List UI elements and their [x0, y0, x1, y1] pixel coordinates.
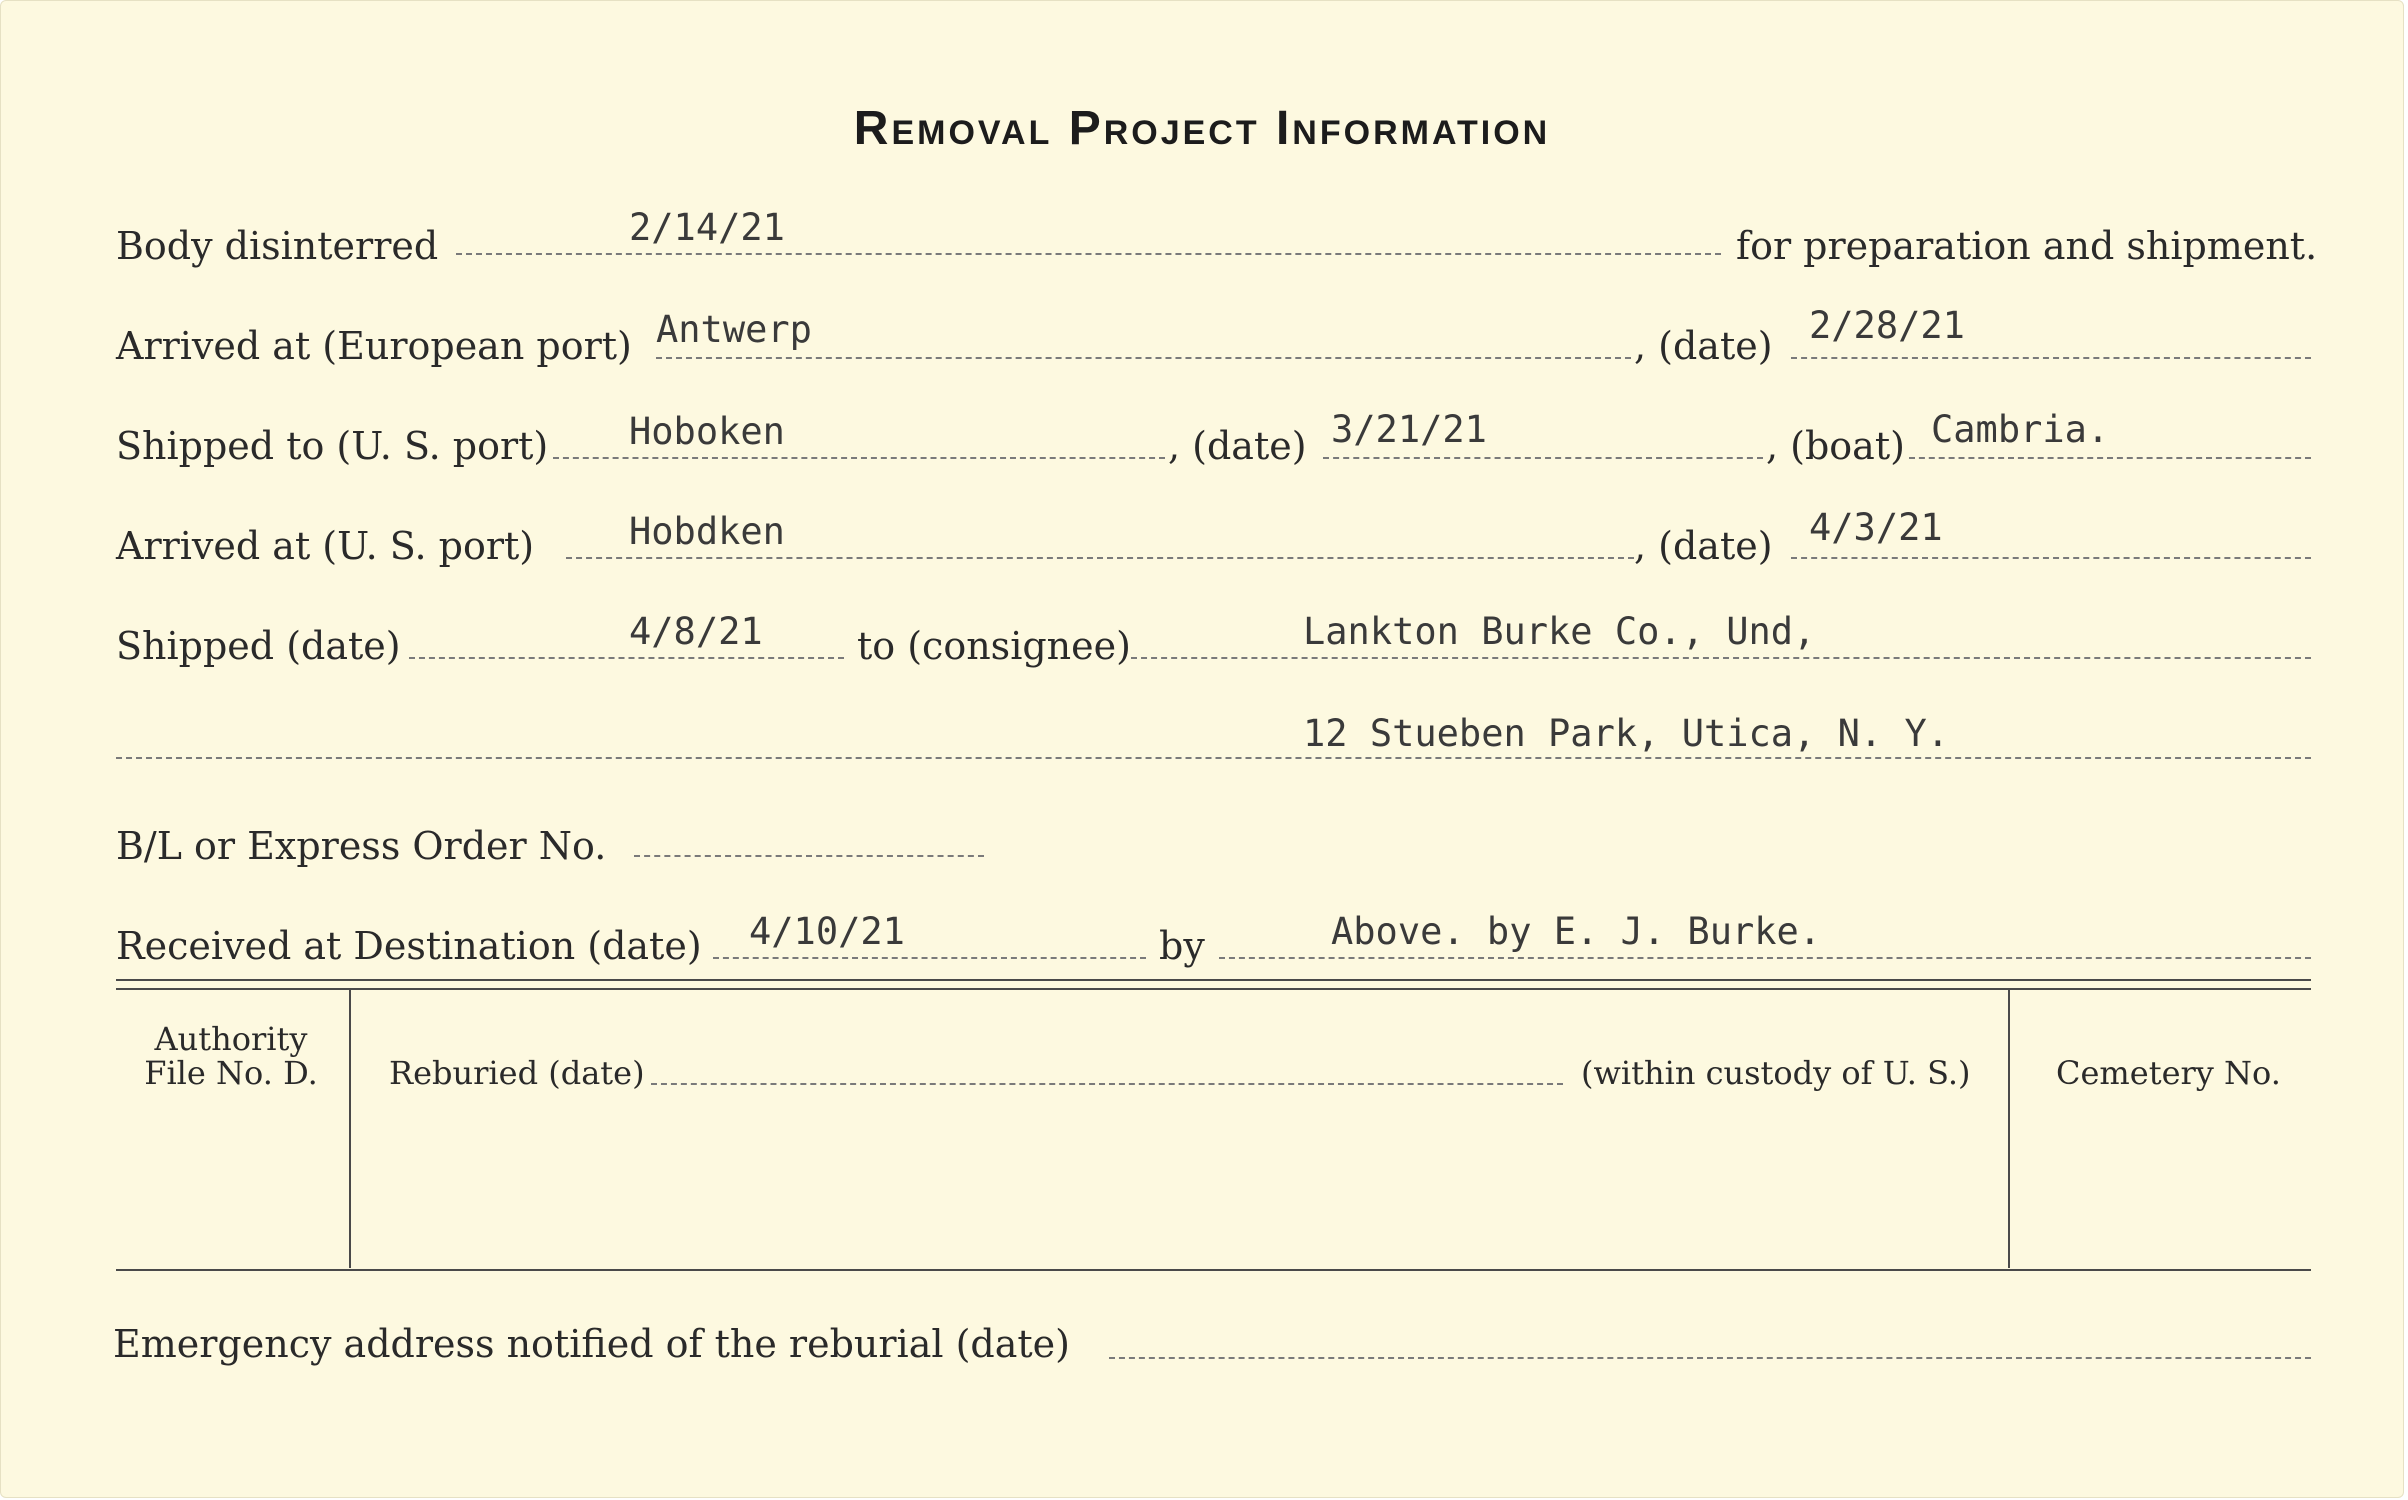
arrived-us-port: Hobdken — [629, 510, 785, 553]
received-date: 4/10/21 — [749, 910, 905, 953]
disinterred-value: 2/14/21 — [629, 206, 785, 249]
shipped-us-boat-line — [1909, 457, 2311, 459]
reburied-label: Reburied (date) — [389, 1054, 645, 1092]
bl-label: B/L or Express Order No. — [116, 824, 607, 868]
consignee-label: to (consignee) — [857, 624, 1131, 668]
double-rule-top — [116, 979, 2311, 981]
disinterred-suffix: for preparation and shipment. — [1736, 224, 2318, 268]
shipped-us-line — [553, 457, 1165, 459]
arrived-european-date-label: , (date) — [1634, 324, 1773, 368]
arrived-us-date: 4/3/21 — [1809, 506, 1943, 549]
shipped-date-line — [409, 657, 844, 659]
emergency-line — [1109, 1357, 2311, 1359]
arrived-us-date-label: , (date) — [1634, 524, 1773, 568]
arrived-us-label: Arrived at (U. S. port) — [116, 524, 535, 568]
cemetery-divider — [2008, 990, 2010, 1268]
authority-label-1: Authority — [154, 1020, 308, 1058]
received-date-line — [713, 957, 1146, 959]
double-rule-bottom — [116, 988, 2311, 990]
shipped-us-label: Shipped to (U. S. port) — [116, 424, 549, 468]
shipped-us-boat: Cambria. — [1931, 408, 2110, 451]
received-by-label: by — [1159, 924, 1205, 968]
reburied-line — [651, 1083, 1563, 1085]
shipped-us-boat-label: , (boat) — [1766, 424, 1905, 468]
shipped-date: 4/8/21 — [629, 610, 763, 653]
arrived-european-date-line — [1791, 357, 2311, 359]
authority-label-2: File No. D. — [144, 1054, 318, 1092]
shipped-us-date-line — [1323, 457, 1763, 459]
address-line — [116, 757, 2311, 759]
arrived-us-date-line — [1791, 557, 2311, 559]
arrived-european-label: Arrived at (European port) — [116, 324, 632, 368]
arrived-european-port: Antwerp — [656, 308, 812, 351]
shipped-us-date-label: , (date) — [1168, 424, 1307, 468]
custody-label: (within custody of U. S.) — [1581, 1054, 1971, 1092]
arrived-us-line — [566, 557, 1634, 559]
disinterred-line — [456, 253, 1721, 255]
received-by-line — [1219, 957, 2311, 959]
disinterred-label: Body disinterred — [116, 224, 439, 268]
arrived-european-date: 2/28/21 — [1809, 304, 1965, 347]
authority-divider — [349, 990, 351, 1268]
bl-line — [634, 855, 984, 857]
arrived-european-line — [656, 357, 1631, 359]
table-bottom-rule — [116, 1269, 2311, 1271]
shipped-label: Shipped (date) — [116, 624, 401, 668]
card-title: Removal Project Information — [853, 102, 1551, 155]
received-by: Above. by E. J. Burke. — [1331, 910, 1822, 953]
consignee-value: Lankton Burke Co., Und, — [1303, 610, 1816, 653]
consignee-address: 12 Stueben Park, Utica, N. Y. — [1303, 712, 1950, 755]
received-label: Received at Destination (date) — [116, 924, 702, 968]
consignee-line — [1131, 657, 2311, 659]
cemetery-label: Cemetery No. — [2056, 1054, 2281, 1092]
shipped-us-port: Hoboken — [629, 410, 785, 453]
emergency-label: Emergency address notified of the reburial (date) — [113, 1322, 1070, 1366]
shipped-us-date: 3/21/21 — [1331, 408, 1487, 451]
